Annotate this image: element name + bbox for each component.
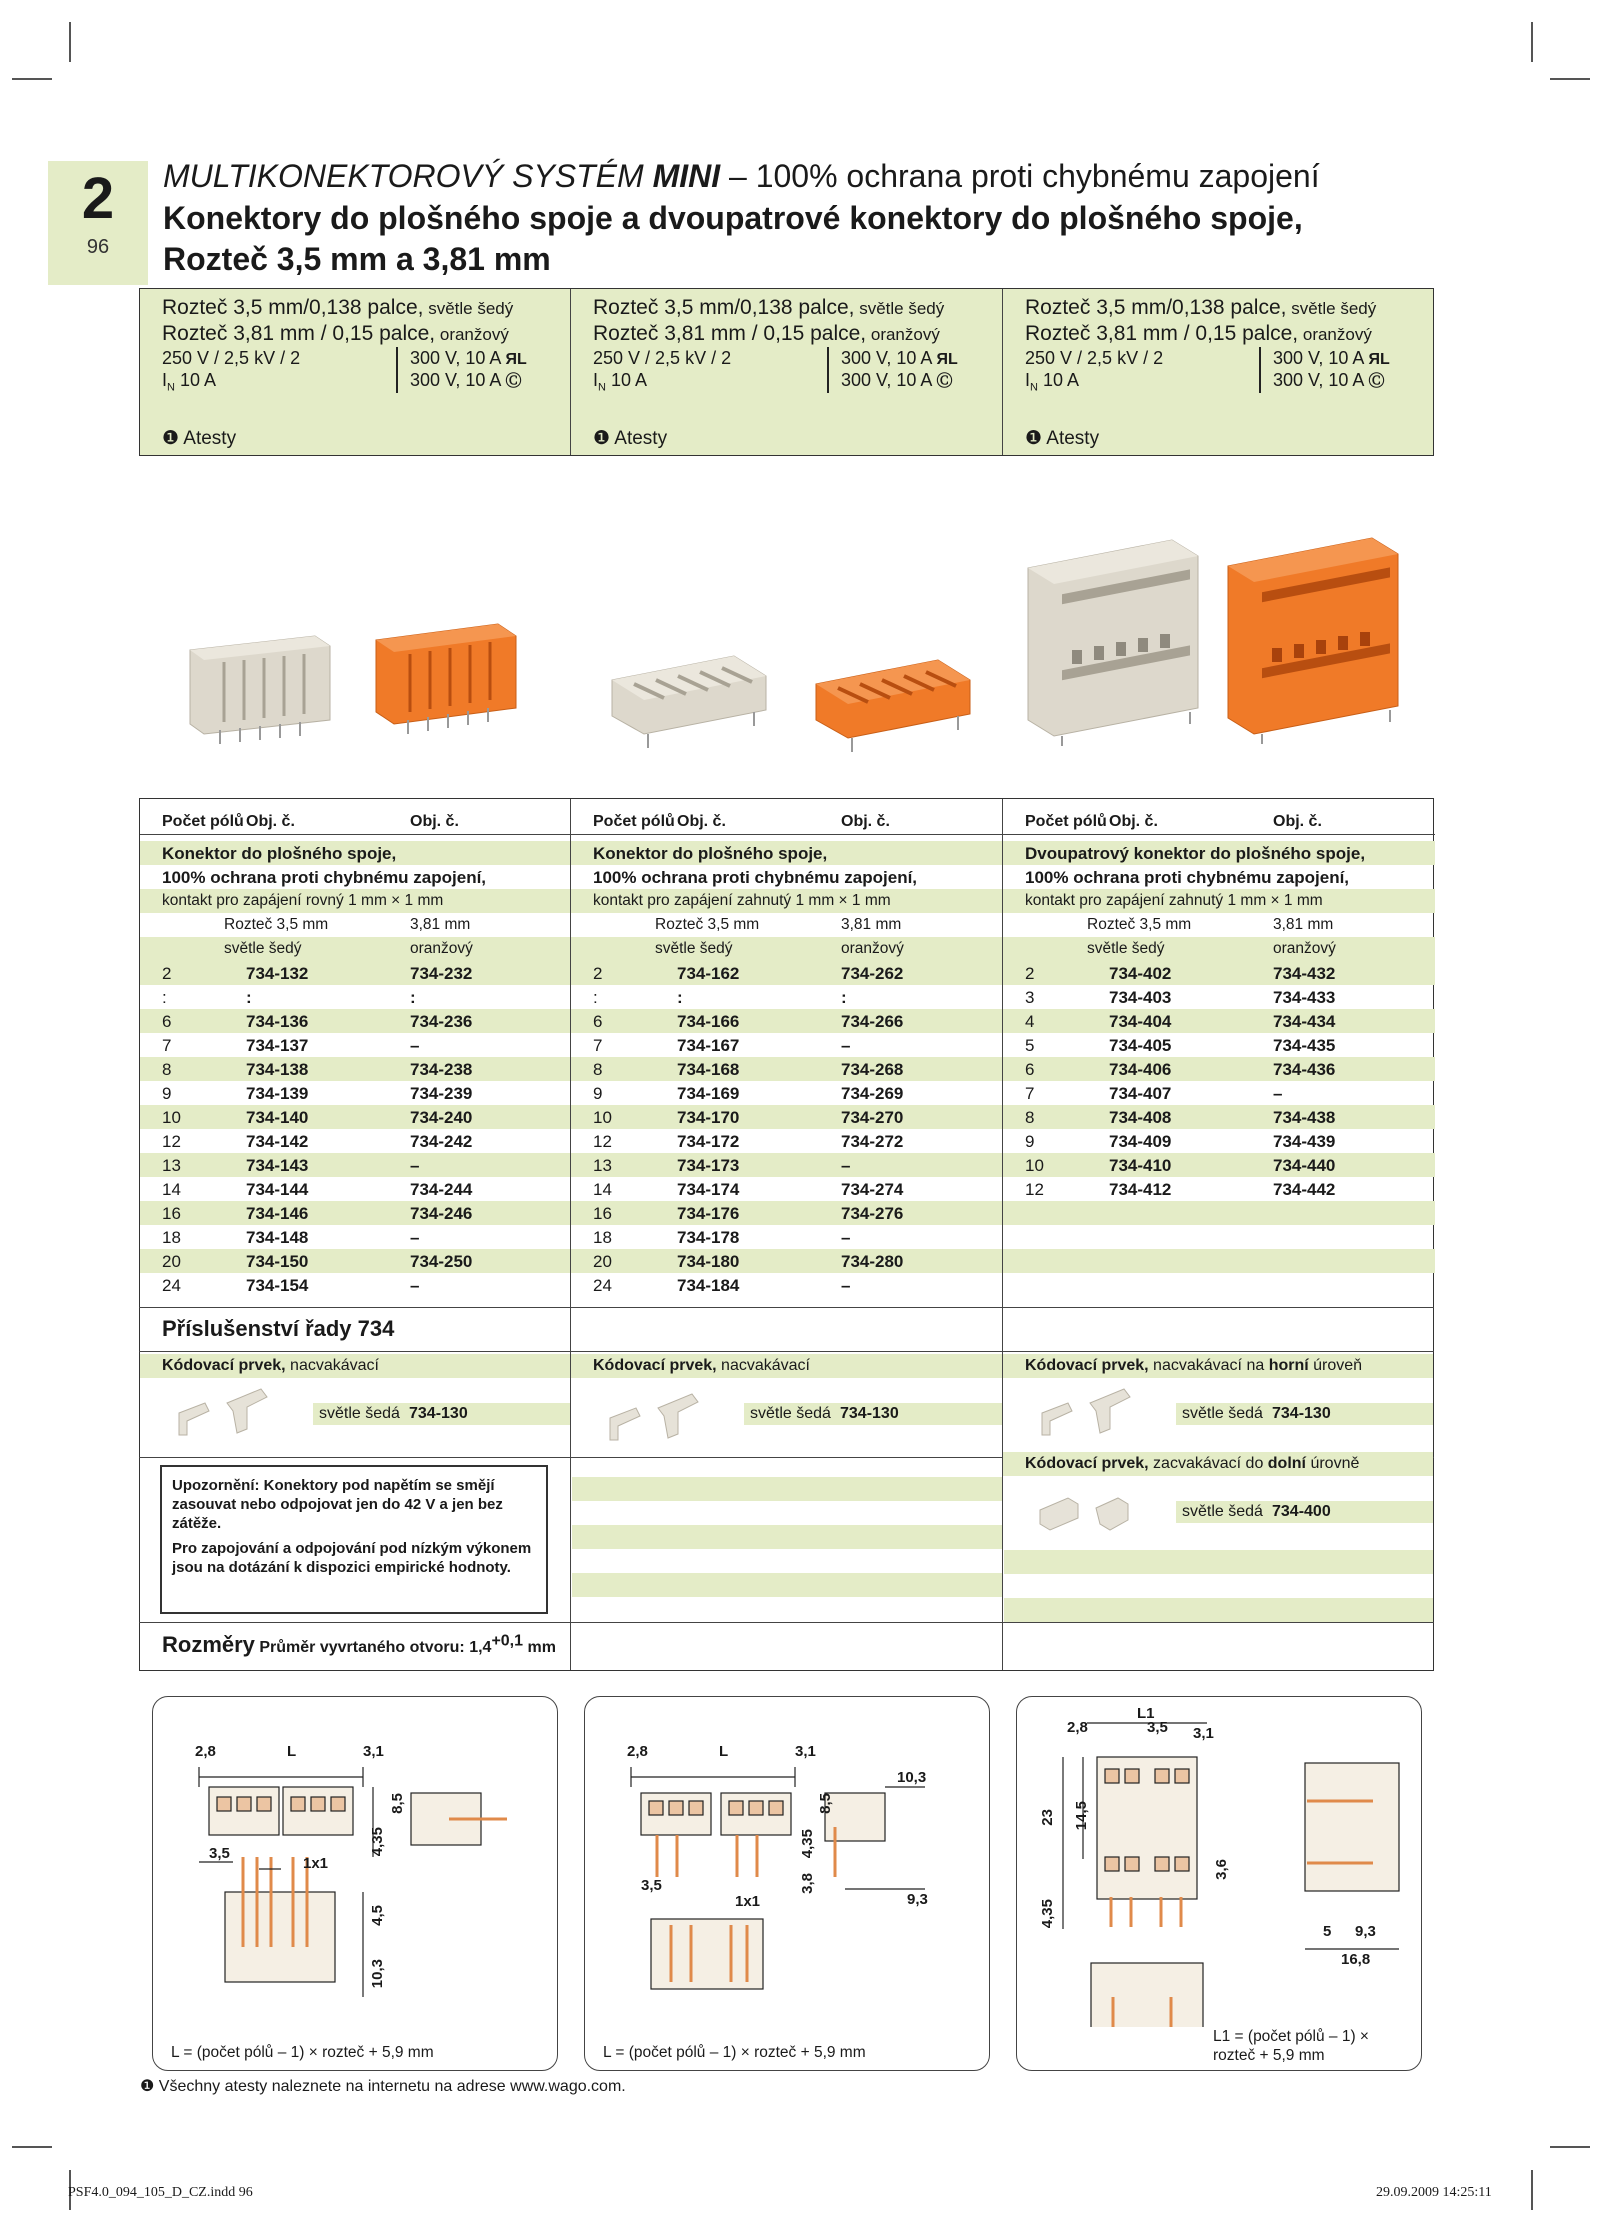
table-header: Počet pólů Obj. č. Obj. č.: [1003, 799, 1435, 835]
dim-label: L: [287, 1743, 297, 1760]
dim-label: 4,35: [799, 1829, 816, 1859]
order-number: 734-280: [841, 1252, 904, 1271]
order-number: 734-166: [677, 1012, 740, 1031]
order-number: 734-154: [246, 1276, 309, 1295]
pole-count: 12: [1025, 1180, 1044, 1199]
spec-column: [140, 289, 571, 455]
title-suffix: – 100% ochrana proti chybnému zapojení: [720, 158, 1320, 194]
table-row: [571, 1249, 1002, 1273]
pole-count: 10: [162, 1108, 181, 1127]
order-number: –: [841, 1036, 851, 1055]
pole-count: 3: [1025, 988, 1035, 1007]
order-number: 734-435: [1273, 1036, 1336, 1055]
table-row: [1003, 1081, 1435, 1105]
order-number: 734-440: [1273, 1156, 1336, 1175]
table-row: [1003, 1009, 1435, 1033]
order-number: 734-246: [410, 1204, 473, 1223]
order-number: 734-244: [410, 1180, 473, 1199]
table-description: 100% ochrana proti chybnému zapojení,: [1025, 868, 1350, 887]
product-image-straight-grey: [180, 612, 340, 747]
order-number: 734-150: [246, 1252, 309, 1271]
dim-label: 8,5: [389, 1793, 406, 1814]
table-row: [140, 1009, 570, 1033]
order-number: 734-176: [677, 1204, 740, 1223]
order-number: 734-410: [1109, 1156, 1172, 1175]
dim-label: 10,3: [369, 1959, 386, 1989]
dim-label: 3,1: [795, 1743, 816, 1760]
order-number: –: [841, 1276, 851, 1295]
table-subheader: Rozteč 3,5 mm 3,81 mm: [655, 916, 902, 933]
pole-count: 8: [162, 1060, 172, 1079]
spec-current-row: $I_N$ 10 A 300 V, 10 A Ⓒ: [593, 370, 953, 394]
order-number: –: [841, 1156, 851, 1175]
order-number: 734-170: [677, 1108, 740, 1127]
pole-count: 16: [162, 1204, 181, 1223]
order-number: 734-269: [841, 1084, 904, 1103]
order-number: 734-143: [246, 1156, 309, 1175]
ul-icon: ЯL: [505, 351, 527, 368]
spec-column: [1003, 289, 1435, 455]
order-number: 734-138: [246, 1060, 309, 1079]
table-row: [140, 1105, 570, 1129]
order-number: 734-402: [1109, 964, 1172, 983]
spec-rating-row: 250 V / 2,5 kV / 2 300 V, 10 A ЯL: [1025, 347, 1435, 369]
drawing-caption: L = (počet pólů – 1) × rozteč + 5,9 mm: [603, 2044, 866, 2061]
dim-label: 23: [1039, 1809, 1056, 1826]
order-number: 734-139: [246, 1084, 309, 1103]
table-row: [1003, 1153, 1435, 1177]
csa-icon: Ⓒ: [1368, 373, 1385, 390]
crop-mark: [1531, 2170, 1533, 2210]
order-number: 734-146: [246, 1204, 309, 1223]
table-row: [1003, 985, 1435, 1009]
order-number: 734-144: [246, 1180, 309, 1199]
spec-rating-row: 250 V / 2,5 kV / 2 300 V, 10 A ЯL: [162, 347, 570, 369]
order-number: 734-178: [677, 1228, 740, 1247]
pole-count: 7: [1025, 1084, 1035, 1103]
table-description: 100% ochrana proti chybnému zapojení,: [162, 868, 487, 887]
coding-element-image: [1038, 1383, 1148, 1443]
empty-row: [1004, 1550, 1433, 1574]
dim-label: 4,5: [369, 1905, 386, 1926]
pole-count: 8: [1025, 1108, 1035, 1127]
empty-row: [1004, 1598, 1433, 1622]
page-number: 96: [86, 236, 110, 258]
table-row: [1003, 1225, 1435, 1249]
table-description: kontakt pro zapájení zahnutý 1 mm × 1 mm: [571, 889, 1002, 913]
coding-element-item: světle šedá 734-130: [744, 1403, 1002, 1425]
table-subheader: světle šedý oranžový: [571, 937, 1002, 961]
order-number: 734-240: [410, 1108, 473, 1127]
table-row: [571, 1129, 1002, 1153]
crop-mark: [69, 22, 71, 62]
order-number: –: [841, 1228, 851, 1247]
order-number: 734-236: [410, 1012, 473, 1031]
coding-element-image: [606, 1388, 716, 1448]
pole-count: 9: [1025, 1132, 1035, 1151]
table-row: [1003, 1273, 1435, 1297]
pole-count: 10: [1025, 1156, 1044, 1175]
order-number: :: [246, 988, 252, 1007]
table-row: [140, 1081, 570, 1105]
table-row: [140, 1129, 570, 1153]
order-number: 734-136: [246, 1012, 309, 1031]
order-number: –: [410, 1036, 420, 1055]
pole-count: 20: [162, 1252, 181, 1271]
table-row: [1003, 1201, 1435, 1225]
order-number: 734-272: [841, 1132, 904, 1151]
order-number: 734-232: [410, 964, 473, 983]
table-row: [1003, 1249, 1435, 1273]
order-number: 734-403: [1109, 988, 1172, 1007]
pole-count: :: [593, 988, 598, 1007]
coding-element-item: světle šedá 734-130: [313, 1403, 570, 1425]
table-subheader: Rozteč 3,5 mm 3,81 mm: [224, 916, 471, 933]
table-row: [140, 1201, 570, 1225]
spec-panel: [139, 288, 1434, 456]
dim-label: 3,5: [1147, 1719, 1168, 1736]
coding-element-item: světle šedá 734-130: [1176, 1403, 1433, 1425]
dim-label: 3,8: [799, 1873, 816, 1894]
pole-count: 2: [593, 964, 603, 983]
pole-count: :: [162, 988, 167, 1007]
pole-count: 6: [162, 1012, 172, 1031]
order-number: 734-409: [1109, 1132, 1172, 1151]
dim-label: 3,5: [209, 1845, 230, 1862]
pole-count: 24: [162, 1276, 181, 1295]
spec-current-row: $I_N$ 10 A 300 V, 10 A Ⓒ: [162, 370, 522, 394]
table-row: [571, 1057, 1002, 1081]
order-number: 734-169: [677, 1084, 740, 1103]
pole-count: 6: [593, 1012, 603, 1031]
order-number: :: [410, 988, 416, 1007]
dim-label: 2,8: [195, 1743, 216, 1760]
table-row: [140, 1225, 570, 1249]
pole-count: 6: [1025, 1060, 1035, 1079]
crop-mark: [1550, 78, 1590, 80]
dim-label: 1x1: [735, 1893, 761, 1910]
coding-element-header: Kódovací prvek, nacvakávací: [571, 1354, 1002, 1378]
table-row: [571, 1153, 1002, 1177]
pole-count: 7: [162, 1036, 172, 1055]
pole-count: 20: [593, 1252, 612, 1271]
order-number: :: [677, 988, 683, 1007]
pole-count: 12: [162, 1132, 181, 1151]
table-row: [140, 1177, 570, 1201]
order-number: 734-132: [246, 964, 309, 983]
order-number: 734-433: [1273, 988, 1336, 1007]
coding-element-lower-image: [1034, 1490, 1144, 1540]
pole-count: 16: [593, 1204, 612, 1223]
atesty-label: ❶ Atesty: [162, 428, 237, 449]
order-number: 734-180: [677, 1252, 740, 1271]
table-row: [140, 1153, 570, 1177]
pole-count: 2: [1025, 964, 1035, 983]
pole-count: 9: [593, 1084, 603, 1103]
dimension-drawing-double: [1016, 1696, 1422, 2071]
dim-label: 14,5: [1073, 1801, 1090, 1831]
table-row: [140, 1249, 570, 1273]
pole-count: 9: [162, 1084, 172, 1103]
table-subheader: Rozteč 3,5 mm 3,81 mm: [1087, 916, 1334, 933]
crop-mark: [12, 78, 52, 80]
table-row: [571, 961, 1002, 985]
footer-date: 29.09.2009 14:25:11: [1376, 2185, 1492, 2200]
order-number: –: [410, 1156, 420, 1175]
order-number: 734-408: [1109, 1108, 1172, 1127]
coding-element-header-upper: Kódovací prvek, nacvakávací na horní úroveň: [1003, 1354, 1433, 1378]
product-image-angled-grey: [604, 636, 774, 751]
dim-label: 4,35: [1039, 1899, 1056, 1929]
dim-label: 4,35: [369, 1827, 386, 1857]
chapter-number: 2: [81, 166, 115, 231]
spec-pitch-2: Rozteč 3,81 mm / 0,15 palce, oranžový: [1025, 322, 1372, 345]
table-row: [1003, 1105, 1435, 1129]
dimension-drawing-straight: [152, 1696, 558, 2071]
spec-rating-row: 250 V / 2,5 kV / 2 300 V, 10 A ЯL: [593, 347, 1002, 369]
pole-count: 5: [1025, 1036, 1035, 1055]
crop-mark: [12, 2146, 52, 2148]
order-number: 734-173: [677, 1156, 740, 1175]
table-row: [571, 1105, 1002, 1129]
dim-label: 3,1: [1193, 1725, 1214, 1742]
order-number: 734-436: [1273, 1060, 1336, 1079]
pole-count: 8: [593, 1060, 603, 1079]
table-row: [571, 1225, 1002, 1249]
title-brand: MINI: [652, 158, 721, 194]
title-prefix: MULTIKONEKTOROVÝ SYSTÉM: [163, 158, 653, 194]
pole-count: 18: [162, 1228, 181, 1247]
table-row: [140, 1033, 570, 1057]
pole-count: 14: [162, 1180, 181, 1199]
order-number: 734-268: [841, 1060, 904, 1079]
empty-row: [572, 1573, 1002, 1597]
order-number: –: [410, 1276, 420, 1295]
pole-count: 12: [593, 1132, 612, 1151]
dim-label: 10,3: [897, 1769, 927, 1786]
order-number: 734-242: [410, 1132, 473, 1151]
table-row: [571, 1273, 1002, 1297]
order-number: 734-439: [1273, 1132, 1336, 1151]
dim-label: L1: [1137, 1705, 1155, 1722]
spec-pitch-1: Rozteč 3,5 mm/0,138 palce, světle šedý: [593, 296, 945, 319]
spec-pitch-1: Rozteč 3,5 mm/0,138 palce, světle šedý: [1025, 296, 1377, 319]
crop-mark: [1531, 22, 1533, 62]
order-number: 734-142: [246, 1132, 309, 1151]
page-subtitle-pitch: Rozteč 3,5 mm a 3,81 mm: [163, 241, 551, 277]
product-image-double-orange: [1222, 526, 1402, 746]
order-number: 734-137: [246, 1036, 309, 1055]
table-description: Dvoupatrový konektor do plošného spoje,: [1003, 841, 1435, 865]
accessories-title: Příslušenství řady 734: [162, 1316, 395, 1341]
order-number: 734-238: [410, 1060, 473, 1079]
order-number: 734-442: [1273, 1180, 1336, 1199]
dim-label: 1x1: [303, 1855, 329, 1872]
table-row: [1003, 1033, 1435, 1057]
footnote: ❶ Všechny atesty naleznete na internetu na adrese www.wago.com.: [140, 2078, 626, 2095]
table-header: Počet pólů Obj. č. Obj. č.: [571, 799, 1002, 835]
table-row: [140, 985, 570, 1009]
page-title: [163, 158, 1320, 195]
order-number: :: [841, 988, 847, 1007]
warning-box: [160, 1465, 548, 1614]
table-row: [140, 961, 570, 985]
dim-label: 5: [1323, 1923, 1332, 1940]
order-number: 734-148: [246, 1228, 309, 1247]
divider: [139, 1622, 1434, 1623]
table-row: [1003, 1129, 1435, 1153]
table-row: [140, 1057, 570, 1081]
order-number: –: [410, 1228, 420, 1247]
crop-mark: [1550, 2146, 1590, 2148]
warning-text: Pro zapojování a odpojování pod nízkým výkonem jsou na dotázání k dispozici empirické hodnoty.: [172, 1540, 532, 1576]
order-number: 734-404: [1109, 1012, 1172, 1031]
footer-file: PSF4.0_094_105_D_CZ.indd 96: [68, 2185, 253, 2200]
dim-label: 16,8: [1341, 1951, 1371, 1968]
table-row: [1003, 1177, 1435, 1201]
order-number: 734-168: [677, 1060, 740, 1079]
table-description: kontakt pro zapájení zahnutý 1 mm × 1 mm: [1003, 889, 1435, 913]
dim-label: 9,3: [1355, 1923, 1376, 1940]
divider: [139, 1351, 1434, 1352]
table-row: [140, 1273, 570, 1297]
product-image-straight-orange: [368, 598, 528, 738]
divider: [139, 1307, 1434, 1308]
dim-label: 2,8: [627, 1743, 648, 1760]
order-number: 734-184: [677, 1276, 740, 1295]
dim-label: 9,3: [907, 1891, 928, 1908]
table-subheader: světle šedý oranžový: [1003, 937, 1435, 961]
order-number: 734-412: [1109, 1180, 1172, 1199]
empty-row: [572, 1525, 1002, 1549]
table-description: 100% ochrana proti chybnému zapojení,: [593, 868, 918, 887]
coding-element-header: Kódovací prvek, nacvakávací: [140, 1354, 570, 1378]
coding-element-image: [175, 1383, 285, 1443]
table-description: Konektor do plošného spoje,: [140, 841, 570, 865]
spec-current-row: $I_N$ 10 A 300 V, 10 A Ⓒ: [1025, 370, 1385, 394]
table-row: [571, 985, 1002, 1009]
order-number: 734-406: [1109, 1060, 1172, 1079]
product-image-double-grey: [1022, 528, 1202, 748]
dimension-drawing-angled: [584, 1696, 990, 2071]
atesty-label: ❶ Atesty: [1025, 428, 1100, 449]
order-number: 734-250: [410, 1252, 473, 1271]
table-row: [571, 1009, 1002, 1033]
csa-icon: Ⓒ: [936, 373, 953, 390]
drawing-caption: L = (počet pólů – 1) × rozteč + 5,9 mm: [171, 2044, 434, 2061]
pole-count: 24: [593, 1276, 612, 1295]
table-row: [1003, 961, 1435, 985]
pole-count: 2: [162, 964, 172, 983]
pole-count: 4: [1025, 1012, 1035, 1031]
pole-count: 14: [593, 1180, 612, 1199]
spec-pitch-1: Rozteč 3,5 mm/0,138 palce, světle šedý: [162, 296, 514, 319]
drawing-caption: L1 = (počet pólů – 1) × rozteč + 5,9 mm: [1213, 2028, 1369, 2064]
pole-count: 10: [593, 1108, 612, 1127]
spec-pitch-2: Rozteč 3,81 mm / 0,15 palce, oranžový: [593, 322, 940, 345]
atesty-label: ❶ Atesty: [593, 428, 668, 449]
order-number: 734-407: [1109, 1084, 1172, 1103]
order-number: 734-162: [677, 964, 740, 983]
table-row: [1003, 1057, 1435, 1081]
order-number: 734-276: [841, 1204, 904, 1223]
ul-icon: ЯL: [1368, 351, 1390, 368]
table-row: [571, 1177, 1002, 1201]
pole-count: 13: [593, 1156, 612, 1175]
ul-icon: ЯL: [936, 351, 958, 368]
warning-text: Upozornění: Konektory pod napětím se smějí zasouvat nebo odpojovat jen do 42 V a jen bez zátěže.: [172, 1477, 503, 1532]
order-number: 734-434: [1273, 1012, 1336, 1031]
order-number: 734-432: [1273, 964, 1336, 983]
empty-row: [572, 1477, 1002, 1501]
table-row: [571, 1081, 1002, 1105]
order-number: 734-274: [841, 1180, 904, 1199]
dim-label: 3,1: [363, 1743, 384, 1760]
csa-icon: Ⓒ: [505, 373, 522, 390]
order-number: 734-438: [1273, 1108, 1336, 1127]
table-description: Konektor do plošného spoje,: [571, 841, 1002, 865]
pole-count: 7: [593, 1036, 603, 1055]
table-row: [571, 1033, 1002, 1057]
coding-element-item-lower: světle šedá 734-400: [1176, 1501, 1433, 1523]
order-number: –: [1273, 1084, 1283, 1103]
order-number: 734-405: [1109, 1036, 1172, 1055]
page-subtitle: Konektory do plošného spoje a dvoupatrové konektory do plošného spoje,: [163, 200, 1303, 236]
table-row: [571, 1201, 1002, 1225]
table-description: kontakt pro zapájení rovný 1 mm × 1 mm: [140, 889, 570, 913]
table-header: Počet pólů Obj. č. Obj. č.: [140, 799, 570, 835]
dim-label: 3,5: [641, 1877, 662, 1894]
order-number: 734-270: [841, 1108, 904, 1127]
order-number: 734-262: [841, 964, 904, 983]
order-number: 734-167: [677, 1036, 740, 1055]
spec-column: [571, 289, 1003, 455]
order-number: 734-172: [677, 1132, 740, 1151]
dim-label: 8,5: [817, 1793, 834, 1814]
coding-element-header-lower: Kódovací prvek, zacvakávací do dolní úrovně: [1003, 1452, 1433, 1476]
spec-pitch-2: Rozteč 3,81 mm / 0,15 palce, oranžový: [162, 322, 509, 345]
order-number: 734-174: [677, 1180, 740, 1199]
order-number: 734-266: [841, 1012, 904, 1031]
pole-count: 13: [162, 1156, 181, 1175]
product-image-angled-orange: [808, 640, 978, 755]
dim-label: 2,8: [1067, 1719, 1088, 1736]
pole-count: 18: [593, 1228, 612, 1247]
dim-label: 3,6: [1213, 1859, 1230, 1880]
dim-label: L: [719, 1743, 729, 1760]
order-number: 734-140: [246, 1108, 309, 1127]
table-subheader: světle šedý oranžový: [140, 937, 570, 961]
order-number: 734-239: [410, 1084, 473, 1103]
dimensions-title: Rozměry Průměr vyvrtaného otvoru: $1,4^{+0,1}$ mm: [162, 1632, 556, 1657]
